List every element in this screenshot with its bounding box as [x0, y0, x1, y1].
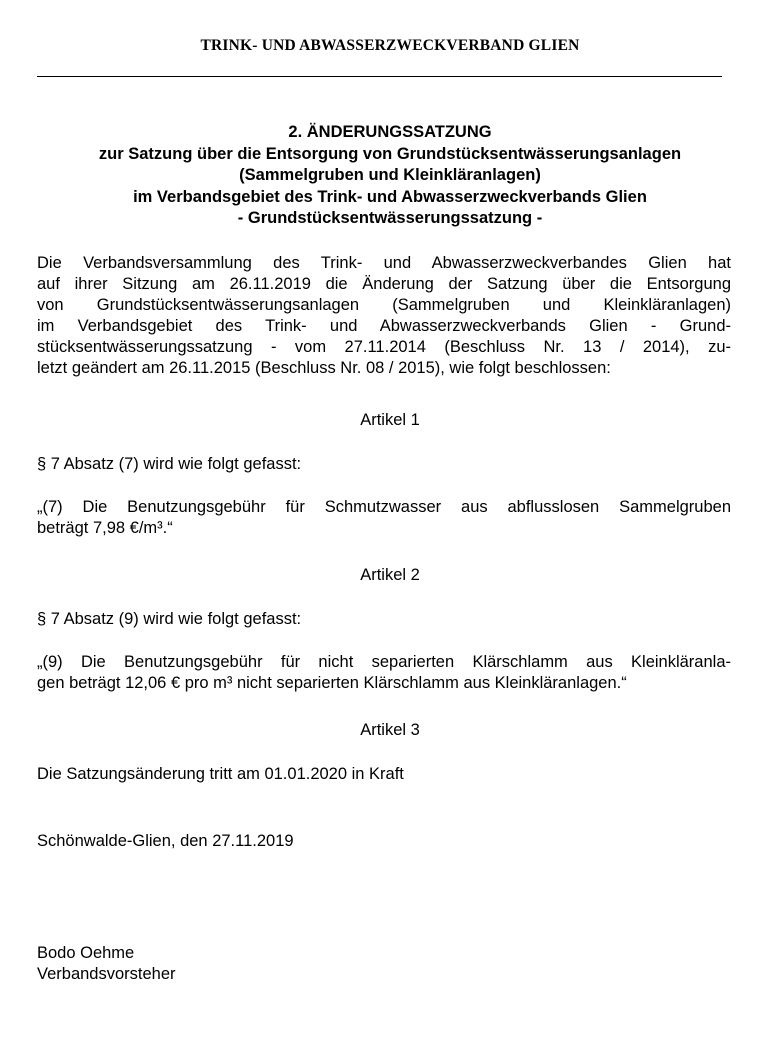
preamble-line-1: Die Verbandsversammlung des Trink- und Abwasserzweckverbandes Glien hat	[37, 254, 731, 272]
article-3-heading: Artikel 3	[360, 721, 420, 739]
article-2-text-line-2: gen beträgt 12,06 € pro m³ nicht separierten Klärschlamm aus Kleinkläranlagen.“	[37, 674, 627, 692]
article-3-text: Die Satzungsänderung tritt am 01.01.2020 in Kraft	[37, 765, 404, 783]
article-2-heading: Artikel 2	[360, 566, 420, 584]
organization-header: TRINK- UND ABWASSERZWECKVERBAND GLIEN	[200, 37, 580, 54]
title-line-1: 2. ÄNDERUNGSSATZUNG	[288, 123, 492, 141]
article-1-text-line-1: „(7) Die Benutzungsgebühr für Schmutzwasser aus abflusslosen Sammelgruben	[37, 498, 731, 516]
signatory-role: Verbandsvorsteher	[37, 965, 176, 983]
document-title	[0, 122, 780, 230]
preamble-paragraph	[37, 253, 731, 379]
article-2-intro: § 7 Absatz (9) wird wie folgt gefasst:	[37, 610, 302, 628]
title-line-5: - Grundstücksentwässerungssatzung -	[237, 209, 543, 227]
preamble-line-5: stücksentwässerungssatzung - vom 27.11.2014 (Beschluss Nr. 13 / 2014), zu-	[37, 338, 731, 356]
article-1-heading: Artikel 1	[360, 411, 420, 429]
article-2-text-line-1: „(9) Die Benutzungsgebühr für nicht separierten Klärschlamm aus Kleinkläranla-	[37, 653, 731, 671]
place-and-date: Schönwalde-Glien, den 27.11.2019	[37, 832, 294, 850]
article-1-text-line-2: beträgt 7,98 €/m³.“	[37, 519, 173, 537]
preamble-line-4: im Verbandsgebiet des Trink- und Abwasserzweckverbands Glien - Grund-	[37, 317, 731, 335]
article-1-intro: § 7 Absatz (7) wird wie folgt gefasst:	[37, 455, 302, 473]
article-1-text	[37, 497, 731, 539]
title-line-3: (Sammelgruben und Kleinkläranlagen)	[239, 166, 541, 184]
preamble-line-3: von Grundstücksentwässerungsanlagen (Sammelgruben und Kleinkläranlagen)	[37, 296, 731, 314]
header-divider	[37, 76, 722, 77]
signatory-name: Bodo Oehme	[37, 944, 135, 962]
title-line-4: im Verbandsgebiet des Trink- und Abwasserzweckverbands Glien	[133, 187, 647, 206]
title-line-2: zur Satzung über die Entsorgung von Grundstücksentwässerungsanlagen	[98, 144, 682, 163]
article-2-text	[37, 652, 731, 694]
preamble-line-2: auf ihrer Sitzung am 26.11.2019 die Änderung der Satzung über die Entsorgung	[37, 275, 731, 293]
preamble-line-6: letzt geändert am 26.11.2015 (Beschluss Nr. 08 / 2015), wie folgt beschlossen:	[37, 359, 611, 377]
